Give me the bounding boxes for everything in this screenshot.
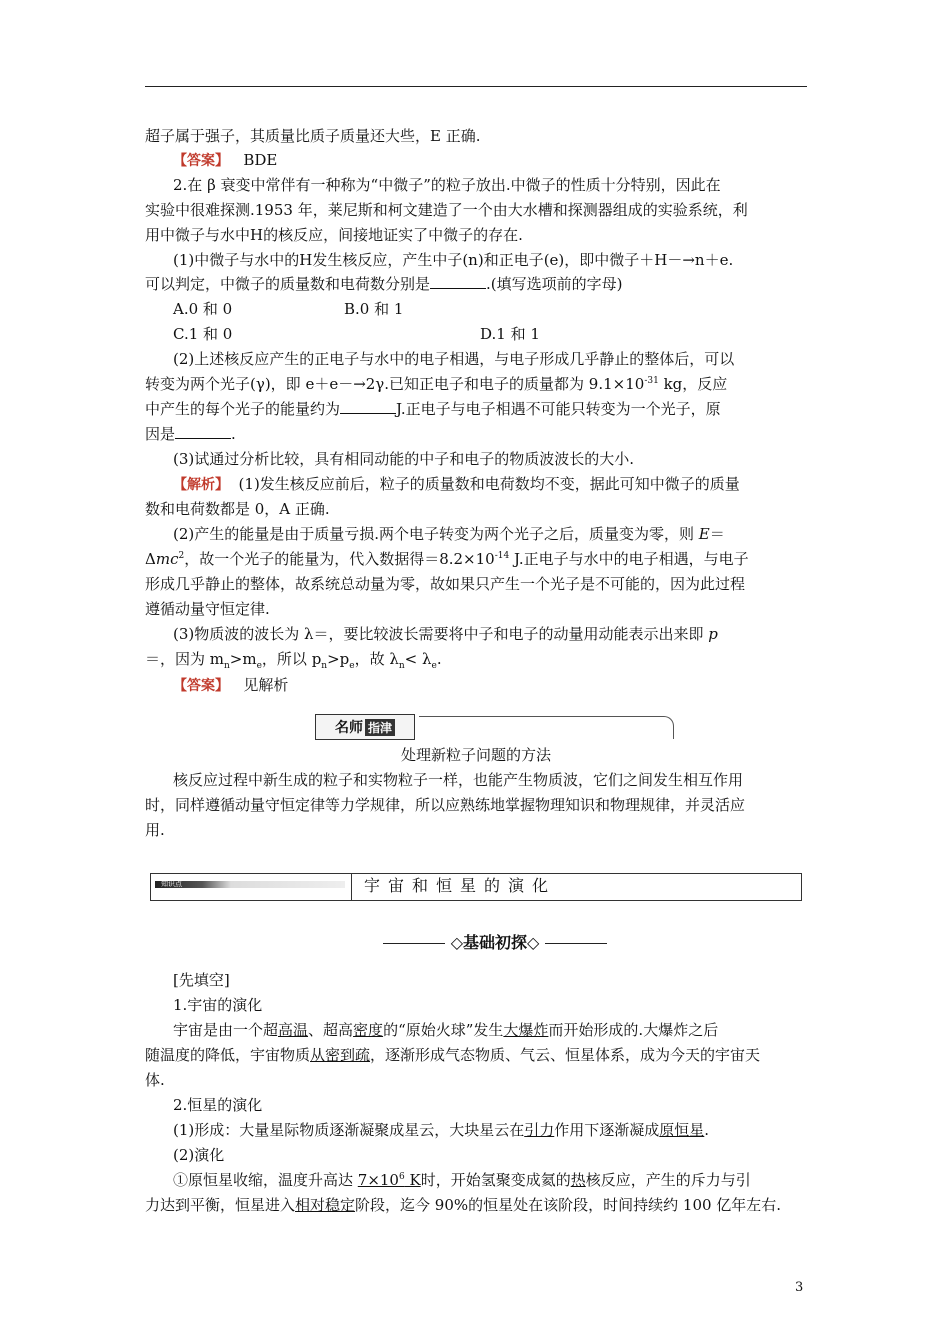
question-part2: 中产生的每个光子的能量约为 J.正电子与电子相遇不可能只转变为一个光子，原 — [145, 400, 721, 418]
analysis-line: 【解析】 (1)发生核反应前后，粒子的质量数和电荷数均不变，据此可知中微子的质量 — [173, 475, 740, 493]
body-text: 体. — [145, 1071, 165, 1089]
question-part2: 转变为两个光子(γ)，即 e＋e－→2γ.已知正电子和电子的质量都为 $9.1\times 10^{-31}$ kg，反应 — [145, 375, 728, 393]
option-c: C.1 和 0 — [173, 325, 233, 343]
answer-blank — [430, 274, 486, 289]
answer-line: 【答案】 BDE — [173, 151, 278, 169]
section-bar-label: 知识点 — [161, 880, 182, 888]
question-intro: 用中微子与水中H的核反应，间接地证实了中微子的存在. — [145, 226, 523, 244]
body-text: 宇宙是由一个超高温、超高密度的“原始火球”发生大爆炸而开始形成的.大爆炸之后 — [173, 1021, 719, 1039]
mentor-label: 名师 指津 — [315, 714, 415, 740]
section-header — [150, 873, 802, 901]
mentor-decor-line — [419, 716, 674, 739]
option-a: A.0 和 0 — [173, 300, 233, 318]
section-marker — [151, 874, 352, 900]
body-text: (2)演化 — [173, 1146, 225, 1164]
analysis-line: 形成几乎静止的整体，故系统总动量为零，故如果只产生一个光子是不可能的，因为此过程 — [145, 575, 746, 593]
question-intro: 2.在 β 衰变中常伴有一种称为“中微子”的粒子放出.中微子的性质十分特别，因此在 — [173, 176, 721, 194]
analysis-line: Δmc$^2$，故一个光子的能量为，代入数据得$=8.2\times 10^{-14}$ J.正电子与水中的电子相遇，与电子 — [145, 550, 749, 568]
mentor-text: 用. — [145, 821, 165, 839]
text-line: 超子属于强子，其质量比质子质量还大些，E 正确. — [145, 127, 481, 145]
mentor-text: 核反应过程中新生成的粒子和实物粒子一样，也能产生物质波，它们之间发生相互作用 — [173, 771, 744, 789]
option-d: D.1 和 1 — [480, 325, 540, 343]
banner-rule-right — [545, 943, 607, 944]
answer-line: 【答案】 见解析 — [173, 676, 289, 694]
header-rule — [145, 86, 807, 87]
answer-tag: 【答案】 — [173, 153, 229, 169]
mentor-title: 处理新粒子问题的方法 — [400, 746, 551, 764]
question-part2: (2)上述核反应产生的正电子与水中的电子相遇，与电子形成几乎静止的整体后，可以 — [173, 350, 735, 368]
body-text: 力达到平衡，恒星进入相对稳定阶段，迄今 90%的恒星处在该阶段，时间持续约 100 亿年左右. — [145, 1196, 782, 1214]
section-bar — [155, 881, 345, 888]
body-text: ①原恒星收缩，温度升高达 $7\times 10^6$ K时，开始氢聚变成氦的热核反应，产生的斥力与引 — [173, 1171, 751, 1189]
question-part1: (1)中微子与水中的H发生核反应，产生中子(n)和正电子(e)，即中微子＋H－→n＋e. — [173, 251, 734, 269]
section-title: 宇宙和恒星的演化 — [364, 876, 557, 895]
mentor-header — [315, 708, 675, 740]
page-number: 3 — [795, 1280, 804, 1295]
answer-blank — [340, 399, 396, 414]
fill-label: [先填空] — [173, 971, 230, 989]
banner-rule-left — [383, 943, 445, 944]
answer-blank — [175, 424, 231, 439]
analysis-line: (3)物质波的波长为 λ＝，要比较波长需要将中子和电子的动量用动能表示出来即 p — [173, 625, 718, 643]
question-intro: 实验中很难探测.1953 年，莱尼斯和柯文建造了一个由大水槽和探测器组成的实验系统，利 — [145, 201, 748, 219]
question-part1: 可以判定，中微子的质量数和电荷数分别是 .(填写选项前的字母) — [145, 275, 623, 293]
body-text: 随温度的降低，宇宙物质从密到疏，逐渐形成气态物质、气云、恒星体系，成为今天的宇宙天 — [145, 1046, 761, 1064]
analysis-line: 数和电荷数都是 0，A 正确. — [145, 500, 330, 518]
banner-basic: ◇基础初探◇ — [360, 930, 630, 953]
mentor-text: 时，同样遵循动量守恒定律等力学规律，所以应熟练地掌握物理知识和物理规律，并灵活应 — [145, 796, 746, 814]
question-part2: 因是 . — [145, 425, 236, 443]
analysis-tag: 【解析】 — [173, 477, 229, 493]
analysis-line: (2)产生的能量是由于质量亏损.两个电子转变为两个光子之后，质量变为零，则 E＝ — [173, 525, 725, 543]
subheading: 2.恒星的演化 — [173, 1096, 263, 1114]
question-part3: (3)试通过分析比较，具有相同动能的中子和电子的物质波波长的大小. — [173, 450, 635, 468]
answer-tag: 【答案】 — [173, 678, 229, 694]
analysis-line: ＝，因为 $m_n>m_e$，所以 $p_n>p_e$，故 $\lambda_n< \lambda_e$. — [145, 650, 442, 671]
body-text: (1)形成：大量星际物质逐渐凝聚成星云，大块星云在引力作用下逐渐凝成原恒星. — [173, 1121, 710, 1139]
analysis-line: 遵循动量守恒定律. — [145, 600, 270, 618]
subheading: 1.宇宙的演化 — [173, 996, 263, 1014]
option-b: B.0 和 1 — [344, 300, 404, 318]
